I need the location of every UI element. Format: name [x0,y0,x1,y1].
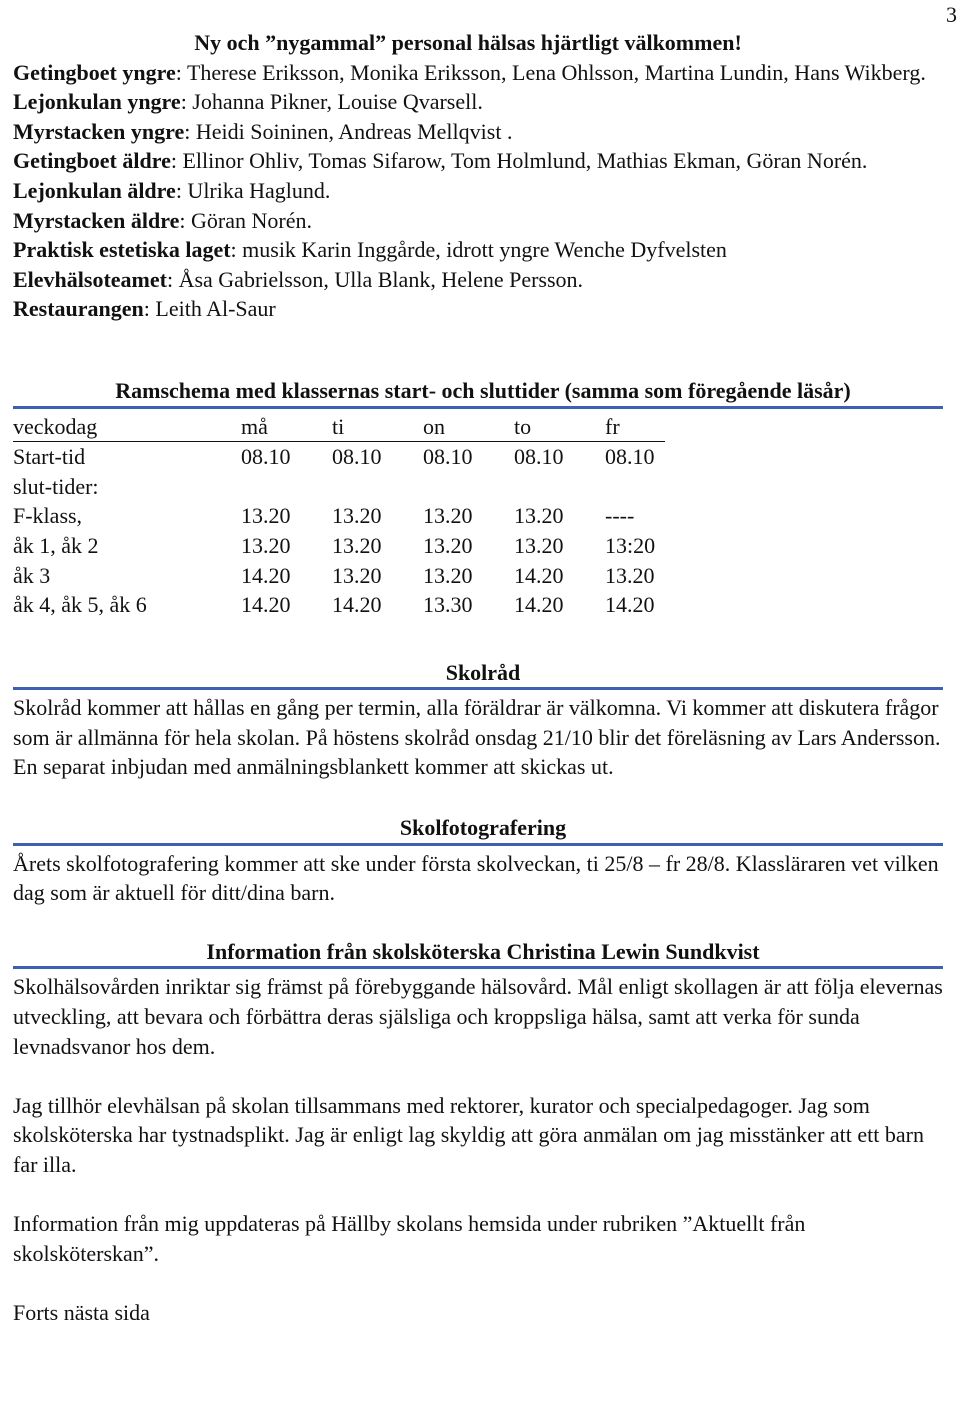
table-row [13,531,665,561]
staff-label: Praktisk estetiska laget [13,237,231,263]
table-row [13,472,665,502]
nurse-heading-text: Information från skolsköterska Christina Lewin Sundkvist [206,938,760,964]
table-cell: ---- [605,503,635,529]
header-cell: fr [605,412,665,442]
staff-names: : Ellinor Ohliv, Tomas Sifarow, Tom Holmlund, Mathias Ekman, Göran Norén. [170,148,868,174]
staff-line [13,146,953,176]
skolfoto-text: Årets skolfotografering kommer att ske under första skolveckan, ti 25/8 – fr 28/8. Klassläraren vet vilken dag som är aktuell för ditt/dina barn. [13,850,939,906]
continued-note: Forts nästa sida [13,1299,150,1325]
nurse-paragraph-3: Information från mig uppdateras på Hällby skolans hemsida under rubriken ”Aktuellt från skolsköterskan”. [13,1211,806,1266]
skolfoto-heading-text: Skolfotografering [399,815,567,841]
table-cell: 13.20 [423,562,473,588]
staff-label: Myrstacken yngre [13,118,185,144]
table-cell: åk 3 [13,562,51,588]
table-cell: 13.20 [423,532,473,558]
header-cell: ti [332,412,423,442]
table-cell: 13.20 [514,532,564,558]
staff-names: : Ulrika Haglund. [175,177,331,203]
table-row [13,442,665,472]
staff-line [13,265,953,295]
heading-rule [13,687,943,690]
staff-label: Elevhälsoteamet [13,266,167,292]
skolfoto-heading [13,813,953,843]
staff-line [13,235,953,265]
header-cell: må [241,412,332,442]
table-cell: 08.10 [332,444,382,470]
table-cell [514,472,605,502]
table-row [13,501,665,531]
heading-rule [13,406,943,409]
schedule-heading-text: Ramschema med klassernas start- och sluttider (samma som föregående läsår) [115,377,851,403]
staff-label: Lejonkulan yngre [13,89,181,115]
table-cell: 14.20 [605,592,655,618]
table-cell: 13.20 [241,532,291,558]
staff-label: Myrstacken äldre [13,207,180,233]
table-cell: 13.20 [423,503,473,529]
nurse-paragraph-1: Skolhälsovården inriktar sig främst på förebyggande hälsovård. Mål enligt skollagen är att följa elevernas utveckling, att bevara och förbättra deras själsliga och kroppsliga hälsa, samt att verka för sunda levnadsvanor hos dem. [13,974,943,1059]
staff-names: : Therese Eriksson, Monika Eriksson, Lena Ohlsson, Martina Lundin, Hans Wikberg. [175,59,926,85]
heading-rule [13,966,943,969]
schedule-heading [13,376,953,406]
staff-label: Lejonkulan äldre [13,177,176,203]
skolrad-text: Skolråd kommer att hållas en gång per termin, alla föräldrar är välkomna. Vi kommer att diskutera frågor som är allmänna för hela skolan. På höstens skolråd onsdag 21/10 blir det föreläsning av Lars Andersson. En separat inbjudan med anmälningsblankett kommer att skickas ut. [13,695,941,780]
table-cell [423,472,514,502]
staff-list [13,58,953,324]
table-cell: 08.10 [241,444,291,470]
table-cell: 08.10 [605,444,655,470]
table-cell: 08.10 [514,444,564,470]
staff-label: Getingboet yngre [13,59,176,85]
table-cell: F-klass, [13,503,83,529]
nurse-paragraph-2: Jag tillhör elevhälsan på skolan tillsammans med rektorer, kurator och specialpedagoger. Jag som skolsköterska har tystnadsplikt. Jag är enligt lag skyldig att göra anmälan om jag misstänker att ett barn far illa. [13,1092,924,1177]
table-cell: åk 1, åk 2 [13,532,99,558]
staff-line [13,176,953,206]
staff-names: : Johanna Pikner, Louise Qvarsell. [180,89,483,115]
table-cell: 08.10 [423,444,473,470]
table-cell: 14.20 [332,592,382,618]
staff-names: : Leith Al-Saur [143,296,276,322]
table-cell: 13.20 [332,562,382,588]
table-header-row [13,412,665,442]
heading-rule [13,843,943,846]
table-cell: 13.20 [241,503,291,529]
table-cell: 14.20 [514,562,564,588]
header-cell: on [423,412,514,442]
table-cell: Start-tid [13,444,86,470]
table-cell [332,472,423,502]
table-cell: 14.20 [514,592,564,618]
skolrad-heading-text: Skolråd [445,659,521,685]
table-cell: 13.20 [514,503,564,529]
table-row [13,561,665,591]
table-cell: 13.20 [605,562,655,588]
table-row [13,590,665,620]
table-cell: 13.30 [423,592,473,618]
page-number: 3 [946,2,957,27]
nurse-heading [13,937,953,967]
table-cell: 13.20 [332,503,382,529]
staff-names: : Göran Norén. [179,207,312,233]
document-body [13,28,953,1328]
staff-label: Restaurangen [13,296,144,322]
table-cell: åk 4, åk 5, åk 6 [13,592,147,618]
staff-line [13,294,953,324]
staff-line [13,117,953,147]
staff-line [13,87,953,117]
table-cell [241,472,332,502]
table-cell: 14.20 [241,562,291,588]
staff-line [13,206,953,236]
staff-names: : Heidi Soininen, Andreas Mellqvist . [184,118,513,144]
header-cell: to [514,412,605,442]
table-cell [605,472,665,502]
skolrad-heading [13,658,953,688]
staff-label: Getingboet äldre [13,148,171,174]
table-cell: 13.20 [332,532,382,558]
table-cell: 13:20 [605,532,656,558]
table-cell: slut-tider: [13,473,99,499]
header-cell: veckodag [13,412,241,442]
staff-line [13,58,953,88]
schedule-table [13,412,665,620]
page-title: Ny och ”nygammal” personal hälsas hjärtligt välkommen! [194,30,742,55]
staff-names: : musik Karin Inggårde, idrott yngre Wenche Dyfvelsten [230,237,727,263]
table-cell: 14.20 [241,592,291,618]
staff-names: : Åsa Gabrielsson, Ulla Blank, Helene Persson. [166,266,584,292]
